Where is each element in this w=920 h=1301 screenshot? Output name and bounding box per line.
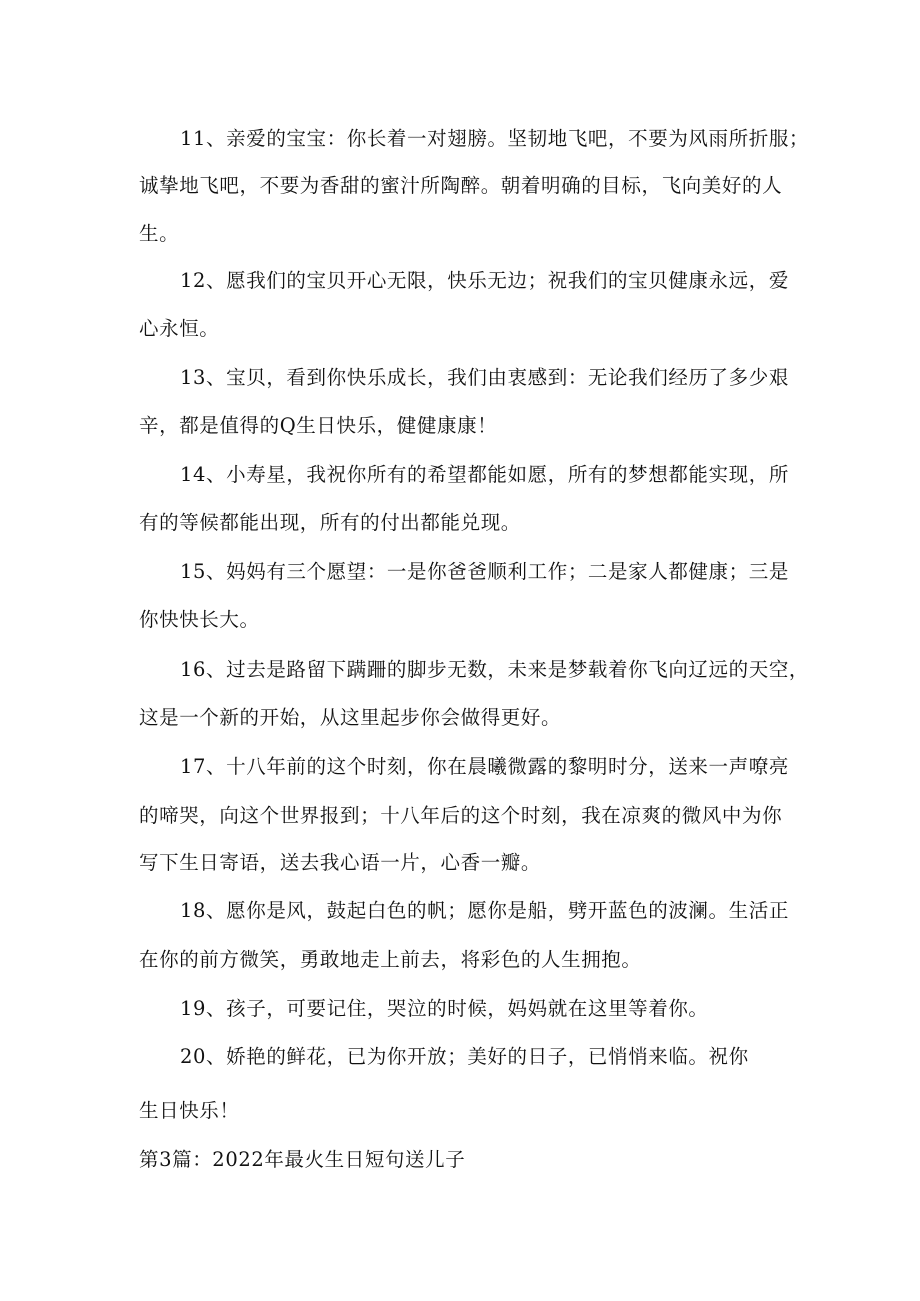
text-line: 在你的前方微笑，勇敢地走上前去，将彩色的人生拥抱。 (139, 948, 642, 971)
text-line: 12、愿我们的宝贝开心无限，快乐无边；祝我们的宝贝健康永远，爱 (180, 269, 789, 292)
text-line: 你快快长大。 (139, 608, 260, 631)
text-line: 13、宝贝，看到你快乐成长，我们由衷感到：无论我们经历了多少艰 (180, 366, 789, 389)
text-line: 辛，都是值得的Q生日快乐，健健康康！ (139, 414, 498, 437)
text-line: 有的等候都能出现，所有的付出都能兑现。 (139, 511, 521, 534)
text-line: 的啼哭，向这个世界报到；十八年后的这个时刻，我在凉爽的微风中为你 (139, 804, 783, 827)
text-line: 11、亲爱的宝宝：你长着一对翅膀。坚韧地飞吧，不要为风雨所折服； (180, 127, 810, 150)
text-line: 生日快乐！ (139, 1099, 240, 1122)
text-line: 诚挚地飞吧，不要为香甜的蜜汁所陶醉。朝着明确的目标，飞向美好的人 (139, 174, 783, 197)
text-line: 17、十八年前的这个时刻，你在晨曦微露的黎明时分，送来一声嘹亮 (180, 755, 789, 778)
text-line: 这是一个新的开始，从这里起步你会做得更好。 (139, 706, 562, 729)
text-line: 心永恒。 (139, 317, 220, 340)
text-line: 19、孩子，可要记住，哭泣的时候，妈妈就在这里等着你。 (180, 997, 709, 1020)
section-heading: 第3篇：2022年最火生日短句送儿子 (139, 1148, 466, 1171)
text-line: 15、妈妈有三个愿望：一是你爸爸顺利工作；二是家人都健康；三是 (180, 560, 789, 583)
text-line: 16、过去是路留下蹒跚的脚步无数，未来是梦载着你飞向辽远的天空， (180, 658, 810, 681)
text-line: 写下生日寄语，送去我心语一片，心香一瓣。 (139, 851, 542, 874)
text-line: 20、娇艳的鲜花，已为你开放；美好的日子，已悄悄来临。祝你 (180, 1045, 749, 1068)
text-line: 14、小寿星，我祝你所有的希望都能如愿，所有的梦想都能实现，所 (180, 463, 789, 486)
text-line: 生。 (139, 222, 180, 245)
text-line: 18、愿你是风，鼓起白色的帆；愿你是船，劈开蓝色的波澜。生活正 (180, 899, 789, 922)
